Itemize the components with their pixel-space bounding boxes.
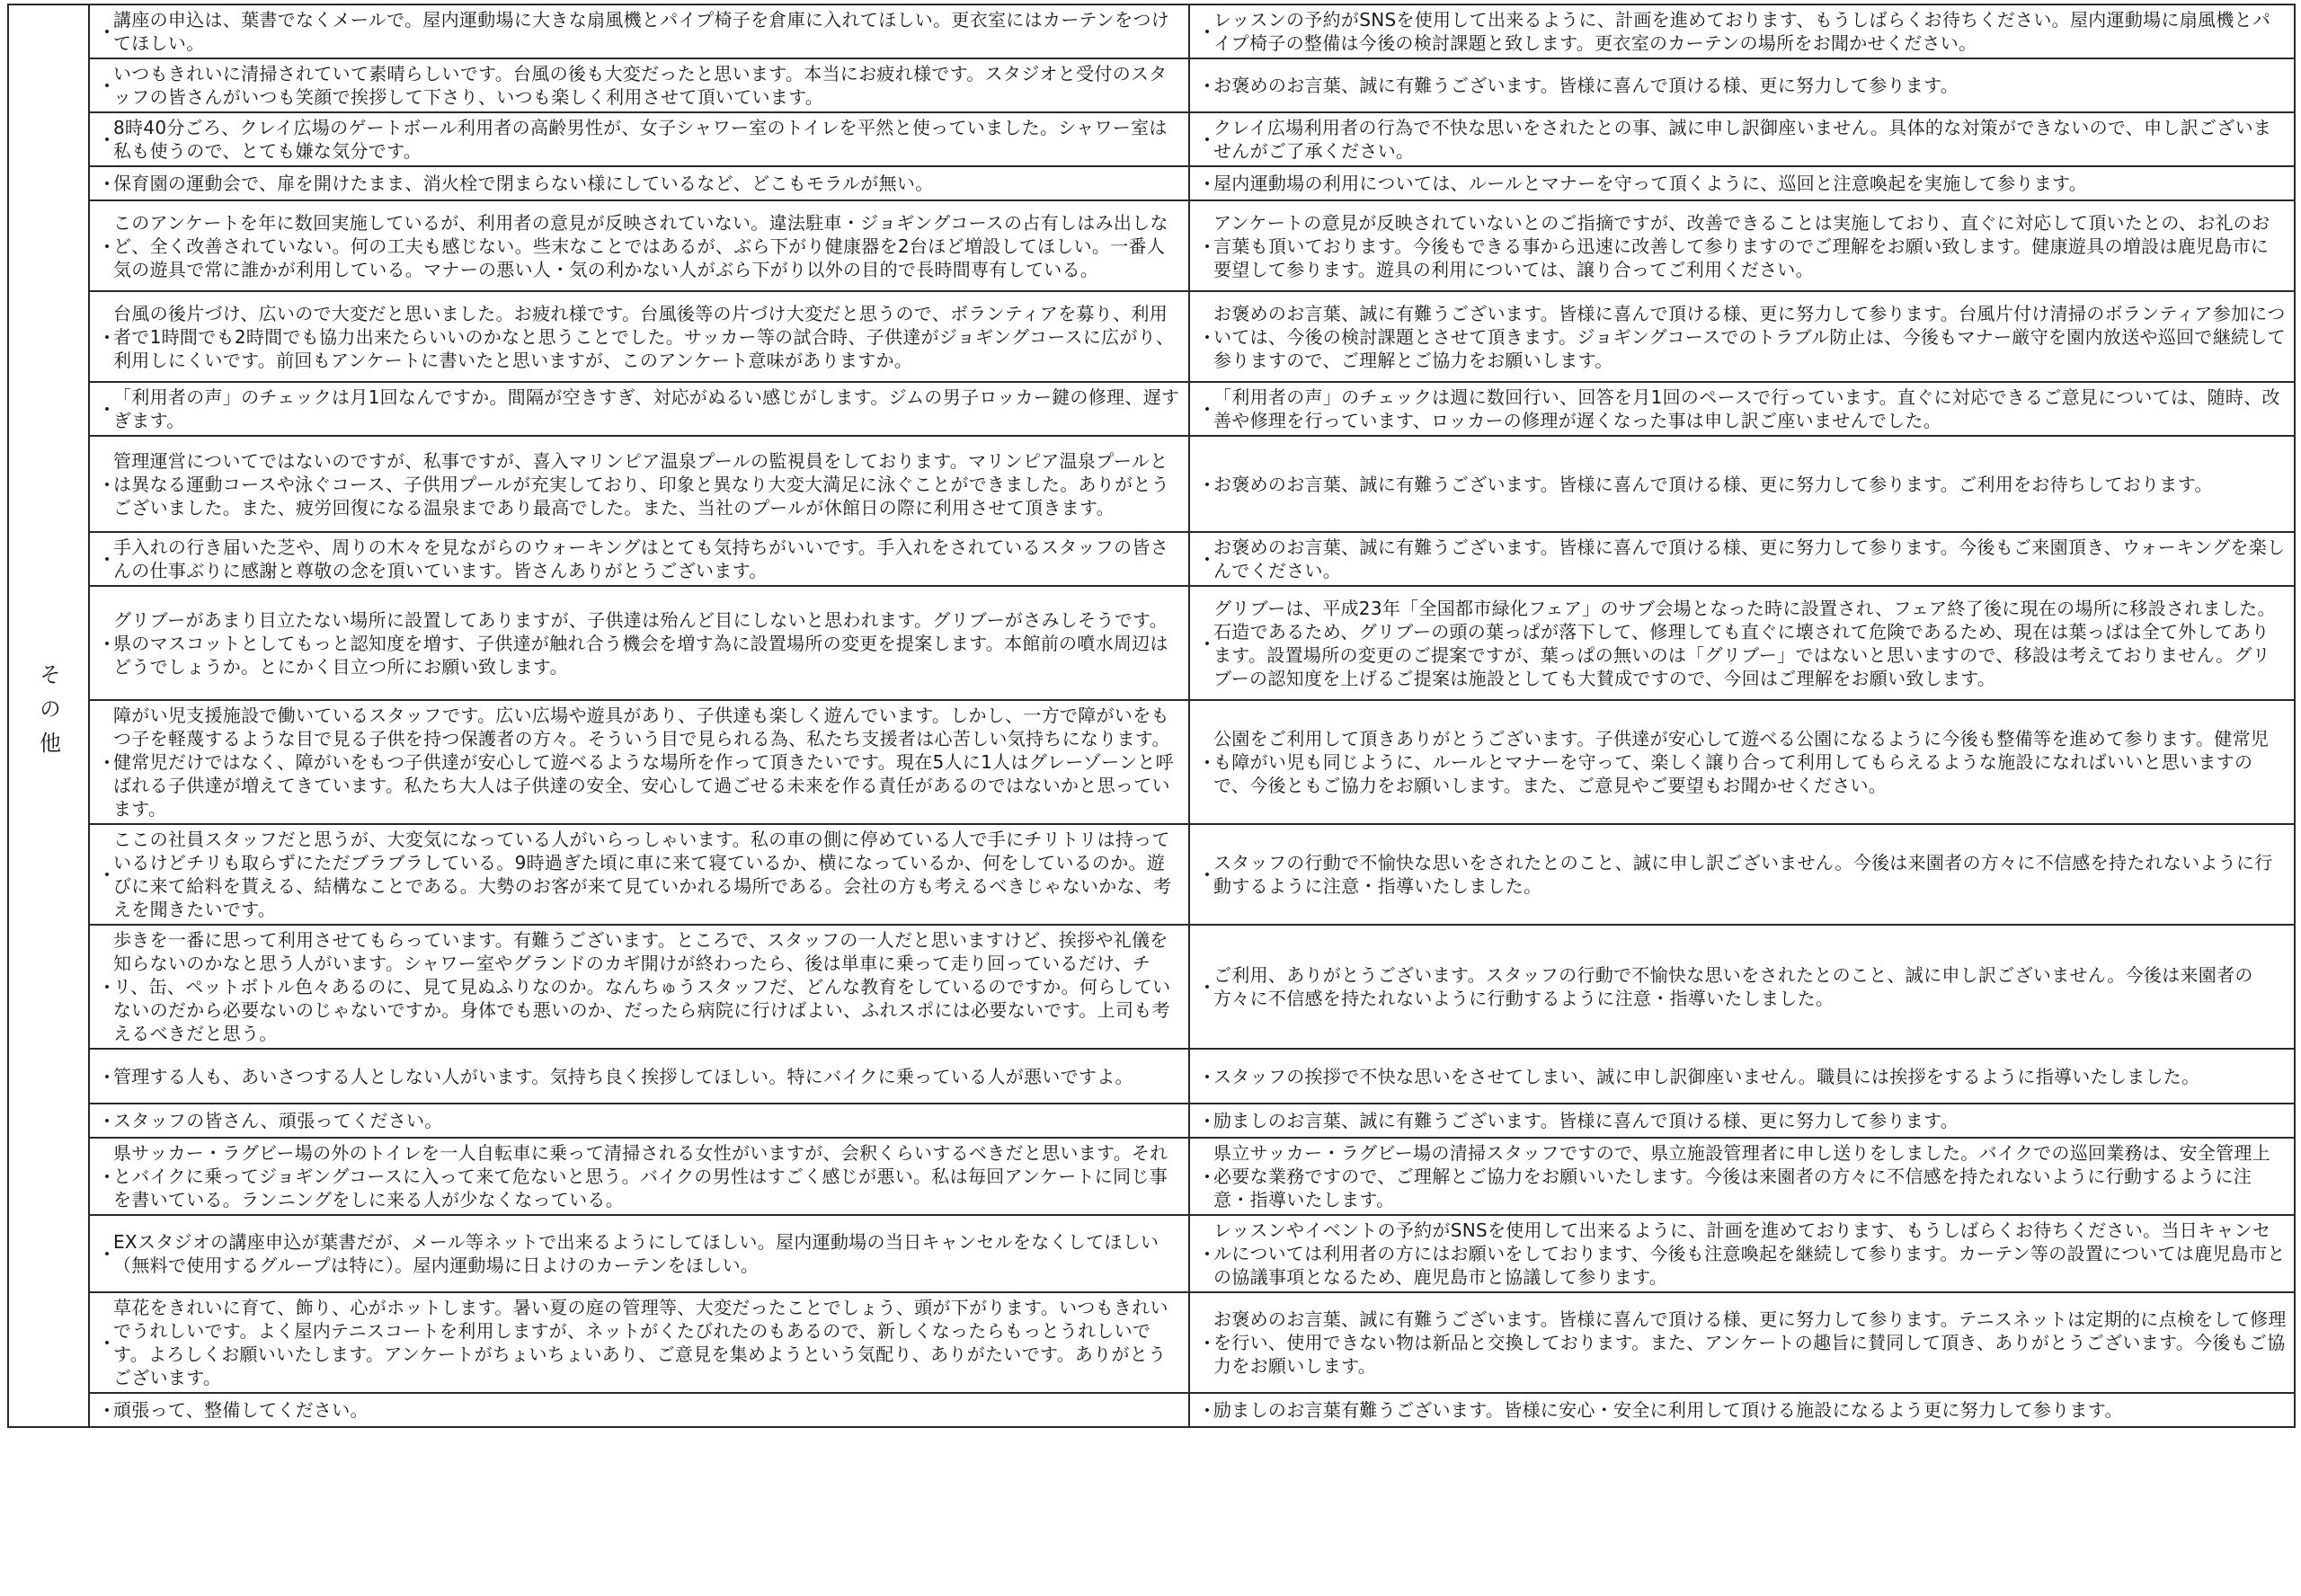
feedback-row: [8, 1049, 2295, 1104]
opinion-text: 障がい児支援施設で働いているスタッフです。広い広場や遊具があり、子供達も楽しく遊んでいます。しかし、一方で障がいをもつ子を軽蔑するような目で見る子供を持つ保護者の方々。そういう目で見られる為、私たち支援者は心苦しい気持ちになります。健常児だけではなく、障がいをもつ子供達が安心して遊べるような場所を作って頂きたいです。現在5人に1人はグレーゾーンと呼ばれる子供達が増えてきています。私たち大人は子供達の安全、安心して過ごせる未来を作る責任があるのではないかと思っています。: [113, 705, 1174, 820]
response-cell: [1189, 200, 2295, 291]
feedback-row: [8, 200, 2295, 291]
response-item: [1190, 71, 2294, 100]
opinion-item: [90, 169, 1188, 198]
bullet-mark: ・: [1197, 474, 1218, 497]
opinion-item: [90, 1139, 1188, 1214]
bullet-mark: ・: [1197, 1244, 1218, 1267]
response-text: グリブーは、平成23年「全国都市緑化フェア」のサブ会場となった時に設置され、フェア終了後に現在の場所に移設されました。石造であるため、グリブーの頭の葉っぱが落下して、修理しても直ぐに壊されて危険であるため、現在は葉っぱは全て外してあります。設置場所の変更のご提案ですが、葉っぱの無いのは「グリブー」ではないと思いますので、移設は考えておりません。グリブーの認知度を上げるご提案は施設としても大賛成ですので、今回はご理解をお願い致します。: [1213, 597, 2276, 689]
opinion-item: [90, 1293, 1188, 1392]
response-text: レッスンの予約がSNSを使用して出来るように、計画を進めております、もうしばらくお待ちください。屋内運動場に扇風機とパイプ椅子の整備は今後の検討課題と致します。更衣室のカーテンの場所をお聞かせください。: [1213, 9, 2271, 54]
opinion-item: [90, 533, 1188, 585]
feedback-row: [8, 1393, 2295, 1427]
bullet-mark: ・: [97, 1400, 118, 1423]
opinion-item: [90, 113, 1188, 165]
feedback-row: [8, 382, 2295, 436]
response-item: [1190, 1106, 2294, 1135]
opinion-cell: [89, 824, 1189, 925]
opinion-item: [90, 1396, 1188, 1424]
opinion-item: [90, 1062, 1188, 1091]
response-text: お褒めのお言葉、誠に有難うございます。皆様に喜んで頂ける様、更に努力して参ります。テニスネットは定期的に点検をして修理を行い、使用できない物は新品と交換しております。また、アンケートの趣旨に賛同して頂き、ありがとうございます。今後もご協力をお願いします。: [1213, 1308, 2287, 1377]
opinion-cell: [89, 291, 1189, 382]
response-item: [1190, 1216, 2294, 1291]
bullet-mark: ・: [1197, 75, 1218, 99]
feedback-row: [8, 1292, 2295, 1393]
opinion-cell: [89, 586, 1189, 700]
opinion-cell: [89, 1215, 1189, 1292]
opinion-text: いつもきれいに清掃されていて素晴らしいです。台風の後も大変だったと思います。本当にお疲れ様です。スタジオと受付のスタッフの皆さんがいつも笑顔で挨拶して下さり、いつも楽しく利用させて頂いています。: [113, 63, 1168, 108]
response-text: 「利用者の声」のチェックは週に数回行い、回答を月1回のペースで行っています。直ぐに対応できるご意見については、随時、改善や修理を行っています、ロッカーの修理が遅くなった事は申し訳ご座いませんでした。: [1213, 386, 2280, 431]
feedback-row: [8, 112, 2295, 166]
feedback-row: [8, 436, 2295, 532]
feedback-row: [8, 925, 2295, 1049]
response-text: お褒めのお言葉、誠に有難うございます。皆様に喜んで頂ける様、更に努力して参ります。今後もご来園頂き、ウォーキングを楽しんでください。: [1213, 536, 2286, 581]
response-text: ご利用、ありがとうございます。スタッフの行動で不愉快な思いをされたとのこと、誠に申し訳ございません。今後は来園者の方々に不信感を持たれないように行動するように注意・指導いたしました。: [1213, 964, 2253, 1009]
bullet-mark: ・: [97, 1166, 118, 1190]
opinion-item: [90, 606, 1188, 681]
opinion-item: [90, 383, 1188, 435]
feedback-row: [8, 4, 2295, 58]
response-cell: [1189, 166, 2295, 200]
response-cell: [1189, 112, 2295, 166]
bullet-mark: ・: [1197, 1400, 1218, 1423]
opinion-item: [90, 299, 1188, 375]
bullet-mark: ・: [97, 752, 118, 776]
bullet-mark: ・: [97, 864, 118, 888]
response-text: 励ましのお言葉有難うございます。皆様に安心・安全に利用して頂ける施設になるよう更に努力して参ります。: [1213, 1399, 2123, 1421]
bullet-mark: ・: [1197, 634, 1218, 656]
bullet-mark: ・: [97, 1111, 118, 1134]
opinion-text: 歩きを一番に思って利用させてもらっています。有難うございます。ところで、スタッフの一人だと思いますけど、挨拶や礼儀を知らないのかなと思う人がいます。シャワー室やグランドのカギ開けが終わったら、後は単車に乗って走り回っているだけ、チリ、缶、ペットボトル色々あるのに、見て見ぬふりなのか。なんちゅうスタッフだ、どんな教育をしているのですか。何らしていないのだから必要ないのじゃないですか。身体でも悪いのか、だったら病院に行けばよい、ふれスポには必要ないです。上司も考えるべきだと思う。: [113, 929, 1171, 1044]
bullet-mark: ・: [1197, 129, 1218, 153]
bullet-mark: ・: [97, 1333, 118, 1356]
response-item: [1190, 961, 2294, 1013]
response-item: [1190, 383, 2294, 435]
bullet-mark: ・: [97, 399, 118, 422]
feedback-row: [8, 166, 2295, 200]
response-text: クレイ広場利用者の行為で不快な思いをされたとの事、誠に申し訳御座いません。具体的な対策ができないので、申し訳ございませんがご了承ください。: [1213, 117, 2272, 162]
opinion-text: スタッフの皆さん、頑張ってください。: [113, 1110, 443, 1131]
response-text: お褒めのお言葉、誠に有難うございます。皆様に喜んで頂ける様、更に努力して参ります。ご利用をお待ちしております。: [1213, 473, 2213, 495]
response-item: [1190, 208, 2294, 284]
opinion-text: ここの社員スタッフだと思うが、大変気になっている人がいらっしゃいます。私の車の側に停めている人で手にチリトリは持っているけどチリも取らずにただブラブラしている。9時過ぎた頃に車に来て寝ているか、横になっているか、何をしているのか。遊びに来て給料を貰える、結構なことである。大勢のお客が来て見ていかれる場所である。会社の方も考えるべきじゃないかな、考えを聞きたいです。: [113, 829, 1172, 920]
opinion-cell: [89, 382, 1189, 436]
feedback-row: [8, 1215, 2295, 1292]
opinion-item: [90, 59, 1188, 111]
bullet-mark: ・: [97, 75, 118, 99]
opinion-text: 草花をきれいに育て、飾り、心がホットします。暑い夏の庭の管理等、大変だったことでしょう、頭が下がります。いつもきれいでうれしいです。よく屋内テニスコートを利用しますが、ネットがくたびれたのもあるので、新しくなったらもっとうれしいです。よろしくお願いいたします。アンケートがちょいちょいあり、ご意見を集めようという気配り、ありがたいです。ありがとうございます。: [113, 1297, 1168, 1388]
response-item: [1190, 1139, 2294, 1214]
bullet-mark: ・: [1197, 173, 1218, 197]
response-text: お褒めのお言葉、誠に有難うございます。皆様に喜んで頂ける様、更に努力して参ります。台風片付け清掃のボランティア参加については、今後の検討課題とさせて頂きます。ジョギングコースでのトラブル防止は、今後もマナー厳守を園内放送や巡回で継続して参りますので、ご理解とご協力をお願いします。: [1213, 302, 2286, 371]
response-text: アンケートの意見が反映されていないとのご指摘ですが、改善できることは実施しており、直ぐに対応して頂いたとの、お礼のお言葉も頂いております。今後もできる事から迅速に改善して参りますのでご理解をお願い致します。健康遊具の増設は鹿児島市に要望して参ります。遊具の利用については、譲り合ってご利用ください。: [1213, 211, 2270, 280]
response-item: [1190, 169, 2294, 198]
response-item: [1190, 848, 2294, 900]
bullet-mark: ・: [1197, 22, 1218, 45]
response-cell: [1189, 4, 2295, 58]
response-text: お褒めのお言葉、誠に有難うございます。皆様に喜んで頂ける様、更に努力して参ります。: [1213, 75, 1959, 96]
feedback-row: [8, 586, 2295, 700]
opinion-cell: [89, 1049, 1189, 1104]
response-cell: [1189, 1104, 2295, 1138]
response-cell: [1189, 532, 2295, 586]
response-item: [1190, 533, 2294, 585]
opinion-text: 県サッカー・ラグビー場の外のトイレを一人自転車に乗って清掃される女性がいますが、会釈くらいするべきだと思います。それとバイクに乗ってジョギングコースに入って来て危ないと思う。バイクの男性はすごく感じが悪い。私は毎回アンケートに同じ事を書いている。ランニングをしに来る人が少なくなっている。: [113, 1142, 1168, 1210]
bullet-mark: ・: [97, 327, 118, 350]
bullet-mark: ・: [97, 634, 118, 656]
bullet-mark: ・: [1197, 1111, 1218, 1134]
opinion-item: [90, 825, 1188, 924]
response-text: スタッフの挨拶で不快な思いをさせてしまい、誠に申し訳御座いません。職員には挨拶をするように指導いたしました。: [1213, 1065, 2200, 1087]
feedback-row: [8, 532, 2295, 586]
opinion-item: [90, 447, 1188, 522]
bullet-mark: ・: [1197, 864, 1218, 888]
bullet-mark: ・: [97, 977, 118, 1000]
opinion-cell: [89, 112, 1189, 166]
bullet-mark: ・: [1197, 1333, 1218, 1356]
response-cell: [1189, 1292, 2295, 1393]
opinion-item: [90, 5, 1188, 58]
response-item: [1190, 5, 2294, 58]
bullet-mark: ・: [97, 173, 118, 197]
opinion-item: [90, 701, 1188, 823]
category-label: その他: [35, 662, 61, 766]
response-item: [1190, 470, 2294, 499]
bullet-mark: ・: [97, 1067, 118, 1089]
feedback-table: [7, 4, 2296, 1428]
opinion-cell: [89, 200, 1189, 291]
response-text: 県立サッカー・ラグビー場の清掃スタッフですので、県立施設管理者に申し送りをしました。バイクでの巡回業務は、安全管理上必要な業務ですので、ご理解とご協力をお願いいたします。今後は来園者の方々に不信感を持たれないように行動するように注意・指導いたします。: [1213, 1142, 2270, 1210]
bullet-mark: ・: [1197, 236, 1218, 259]
response-cell: [1189, 824, 2295, 925]
response-text: レッスンやイベントの予約がSNSを使用して出来るように、計画を進めております、もうしばらくお待ちください。当日キャンセルについては利用者の方にはお願いをしております、今後も注意喚起を継続して参ります。カーテン等の設置については鹿児島市との協議事項となるため、鹿児島市と協議して参ります。: [1213, 1219, 2286, 1288]
opinion-text: 8時40分ごろ、クレイ広場のゲートボール利用者の高齢男性が、女子シャワー室のトイレを平然と使っていました。シャワー室は私も使うので、とても嫌な気分です。: [113, 117, 1168, 162]
feedback-row: [8, 1104, 2295, 1138]
bullet-mark: ・: [1197, 399, 1218, 422]
feedback-row: [8, 700, 2295, 824]
response-cell: [1189, 1215, 2295, 1292]
opinion-text: 手入れの行き届いた芝や、周りの木々を見ながらのウォーキングはとても気持ちがいいです。手入れをされているスタッフの皆さんの仕事ぶりに感謝と尊敬の念を頂いています。皆さんありがとうございます。: [113, 536, 1168, 581]
opinion-cell: [89, 4, 1189, 58]
bullet-mark: ・: [97, 549, 118, 572]
bullet-mark: ・: [1197, 549, 1218, 572]
opinion-text: 講座の申込は、葉書でなくメールで。屋内運動場に大きな扇風機とパイプ椅子を倉庫に入れてほしい。更衣室にはカーテンをつけてほしい。: [113, 9, 1169, 54]
opinion-cell: [89, 925, 1189, 1049]
response-cell: [1189, 586, 2295, 700]
bullet-mark: ・: [1197, 327, 1218, 350]
opinion-cell: [89, 1138, 1189, 1215]
response-text: 屋内運動場の利用については、ルールとマナーを守って頂くように、巡回と注意喚起を実施して参ります。: [1213, 173, 2087, 194]
feedback-row: [8, 824, 2295, 925]
response-cell: [1189, 925, 2295, 1049]
response-item: [1190, 299, 2294, 375]
bullet-mark: ・: [97, 22, 118, 45]
opinion-text: 管理運営についてではないのですが、私事ですが、喜入マリンピア温泉プールの監視員をしております。マリンピア温泉プールとは異なる運動コースや泳ぐコース、子供用プールが充実しており、印象と異なり大変大満足に泳ぐことができました。ありがとうございました。また、疲労回復になる温泉まであり最高でした。また、当社のプールが休館日の際に利用させて頂きます。: [113, 449, 1169, 519]
response-text: スタッフの行動で不愉快な思いをされたとのこと、誠に申し訳ございません。今後は来園者の方々に不信感を持たれないように行動するように注意・指導いたしました。: [1213, 852, 2273, 897]
feedback-row: [8, 1138, 2295, 1215]
opinion-cell: [89, 1393, 1189, 1427]
response-cell: [1189, 382, 2295, 436]
category-cell: [8, 4, 89, 1427]
opinion-cell: [89, 58, 1189, 112]
bullet-mark: ・: [97, 236, 118, 259]
opinion-text: 保育園の運動会で、扉を開けたまま、消火栓で閉まらない様にしているなど、どこもモラルが無い。: [113, 173, 934, 194]
response-item: [1190, 113, 2294, 165]
feedback-table-body: [8, 4, 2295, 1427]
opinion-text: グリブーがあまり目立たない場所に設置してありますが、子供達は殆んど目にしないと思われます。グリブーがさみしそうです。県のマスコットとしてもっと認知度を増す、子供達が触れ合う機会を増す為に設置場所の変更を提案します。本館前の噴水周辺はどうでしょうか。とにかく目立つ所にお願い致します。: [113, 608, 1168, 678]
opinion-item: [90, 926, 1188, 1048]
opinion-cell: [89, 1104, 1189, 1138]
opinion-text: 「利用者の声」のチェックは月1回なんですか。間隔が空きすぎ、対応がぬるい感じがします。ジムの男子ロッカー鍵の修理、遅すぎます。: [113, 386, 1180, 431]
response-item: [1190, 1062, 2294, 1091]
opinion-text: 管理する人も、あいさつする人としない人がいます。気持ち良く挨拶してほしい。特にバイクに乗っている人が悪いですよ。: [113, 1065, 1133, 1087]
response-cell: [1189, 1138, 2295, 1215]
opinion-item: [90, 208, 1188, 284]
bullet-mark: ・: [1197, 1166, 1218, 1190]
response-item: [1190, 724, 2294, 800]
opinion-cell: [89, 1292, 1189, 1393]
response-cell: [1189, 1393, 2295, 1427]
opinion-cell: [89, 436, 1189, 532]
response-text: 公園をご利用して頂きありがとうございます。子供達が安心して遊べる公園になるように今後も整備等を進めて参ります。健常児も障がい児も同じように、ルールとマナーを守って、楽しく譲り合って利用してもらえるような施設になればいいと思いますので、今後ともご協力をお願いします。また、ご意見やご要望もお聞かせください。: [1213, 728, 2270, 796]
response-text: 励ましのお言葉、誠に有難うございます。皆様に喜んで頂ける様、更に努力して参ります。: [1213, 1110, 1959, 1131]
response-cell: [1189, 1049, 2295, 1104]
bullet-mark: ・: [97, 474, 118, 497]
opinion-text: 頑張って、整備してください。: [113, 1399, 369, 1421]
response-item: [1190, 1305, 2294, 1380]
opinion-text: EXスタジオの講座申込が葉書だが、メール等ネットで出来るようにしてほしい。屋内運動場の当日キャンセルをなくしてほしい（無料で使用するグループは特に）。屋内運動場に日よけのカーテンをほしい。: [113, 1231, 1159, 1276]
opinion-cell: [89, 532, 1189, 586]
feedback-sheet: [7, 4, 2294, 1592]
bullet-mark: ・: [1197, 977, 1218, 1000]
response-cell: [1189, 58, 2295, 112]
response-item: [1190, 1396, 2294, 1424]
response-cell: [1189, 436, 2295, 532]
bullet-mark: ・: [97, 1244, 118, 1267]
bullet-mark: ・: [1197, 1067, 1218, 1089]
opinion-cell: [89, 700, 1189, 824]
bullet-mark: ・: [97, 129, 118, 153]
bullet-mark: ・: [1197, 752, 1218, 776]
response-cell: [1189, 291, 2295, 382]
opinion-text: このアンケートを年に数回実施しているが、利用者の意見が反映されていない。違法駐車・ジョギングコースの占有しはみ出しなど、全く改善されていない。何の工夫も感じない。些末なことではあるが、ぶら下がり健康器を2台ほど増設してほしい。一番人気の遊具で常に誰かが利用している。マナーの悪い人・気の利かない人がぶら下がり以外の目的で長時間専有している。: [113, 211, 1168, 280]
opinion-item: [90, 1106, 1188, 1135]
response-item: [1190, 594, 2294, 693]
feedback-row: [8, 291, 2295, 382]
feedback-row: [8, 58, 2295, 112]
opinion-text: 台風の後片づけ、広いので大変だと思いました。お疲れ様です。台風後等の片づけ大変だと思うので、ボランティアを募り、利用者で1時間でも2時間でも協力出来たらいいのかなと思うことでした。サッカー等の試合時、子供達がジョギングコースに広がり、利用しにくいです。前回もアンケートに書いたと思いますが、このアンケート意味がありますか。: [113, 302, 1175, 371]
response-cell: [1189, 700, 2295, 824]
opinion-cell: [89, 166, 1189, 200]
opinion-item: [90, 1228, 1188, 1280]
